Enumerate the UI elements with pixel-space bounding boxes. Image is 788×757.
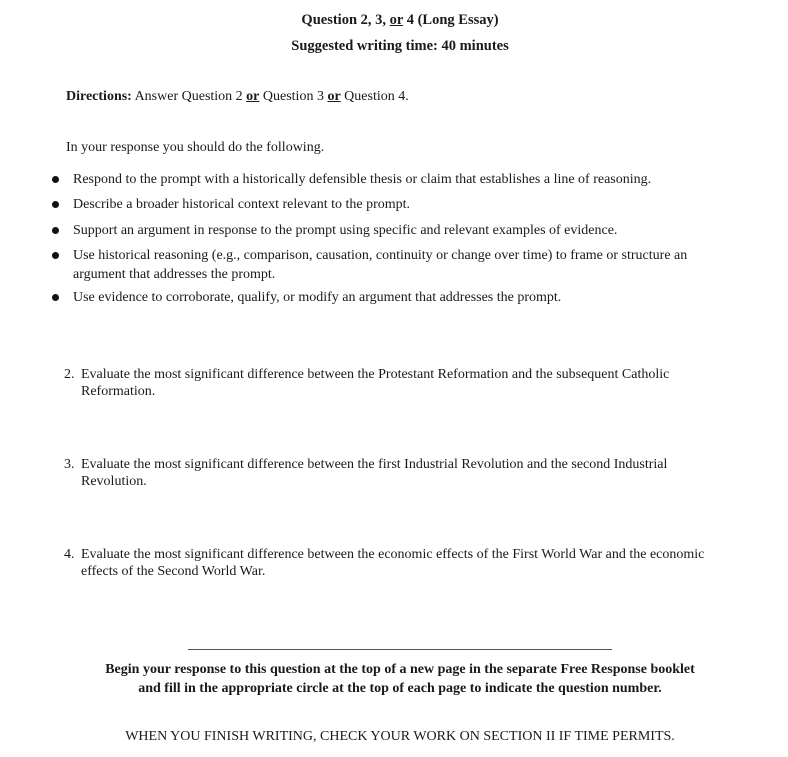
directions-or-1: or (246, 89, 260, 104)
intro-text: In your response you should do the following. (66, 140, 325, 155)
bullet-text: Describe a broader historical context relevant to the prompt. (73, 197, 411, 212)
directions (66, 89, 409, 105)
bullet-dot (52, 201, 59, 208)
bullet-text-continued: argument that addresses the prompt. (73, 267, 276, 282)
question-number: 4. (64, 547, 75, 562)
question-3 (64, 456, 744, 490)
question-text-continued: effects of the Second World War. (81, 564, 266, 579)
bullet-item (73, 288, 733, 307)
question-number: 2. (64, 367, 75, 382)
bullet-dot (52, 227, 59, 234)
divider-line (188, 649, 612, 650)
bullet-item (73, 221, 733, 240)
directions-text-3: Question 4. (340, 89, 409, 104)
bullet-item (73, 170, 733, 189)
finish-notice: WHEN YOU FINISH WRITING, CHECK YOUR WORK ON SECTION II IF TIME PERMITS. (125, 729, 675, 744)
bullet-item (73, 246, 733, 284)
directions-text-1: Answer Question 2 (131, 89, 247, 104)
bullet-dot (52, 176, 59, 183)
directions-or-2: or (327, 89, 341, 104)
writing-time: Suggested writing time: 40 minutes (291, 38, 509, 54)
question-number: 3. (64, 457, 75, 472)
bullet-text: Use evidence to corroborate, qualify, or modify an argument that addresses the prompt. (73, 290, 562, 305)
question-2 (64, 366, 744, 400)
bullet-item (73, 195, 733, 214)
bullet-text: Support an argument in response to the prompt using specific and relevant examples of evidence. (73, 223, 618, 238)
footer-instruction-line-2: and fill in the appropriate circle at the top of each page to indicate the question number. (138, 681, 662, 696)
directions-text-2: Question 3 (259, 89, 328, 104)
page-title (0, 12, 788, 29)
question-text-continued: Reformation. (81, 384, 156, 399)
question-text: Evaluate the most significant difference between the economic effects of the First World War and the economic (81, 547, 705, 562)
title-suffix: 4 (Long Essay) (403, 12, 499, 28)
bullet-text: Use historical reasoning (e.g., comparison, causation, continuity or change over time) to frame or structure an (73, 248, 688, 263)
question-text-continued: Revolution. (81, 474, 147, 489)
footer-instruction-line-1: Begin your response to this question at the top of a new page in the separate Free Response booklet (105, 662, 695, 677)
directions-label: Directions: (66, 89, 132, 104)
question-text: Evaluate the most significant difference between the Protestant Reformation and the subsequent Catholic (81, 367, 670, 382)
title-or: or (389, 12, 404, 28)
bullet-dot (52, 294, 59, 301)
question-text: Evaluate the most significant difference between the first Industrial Revolution and the second Industrial (81, 457, 668, 472)
bullet-dot (52, 252, 59, 259)
title-prefix: Question 2, 3, (301, 12, 390, 28)
question-4 (64, 546, 744, 580)
bullet-text: Respond to the prompt with a historically defensible thesis or claim that establishes a line of reasoning. (73, 172, 652, 187)
